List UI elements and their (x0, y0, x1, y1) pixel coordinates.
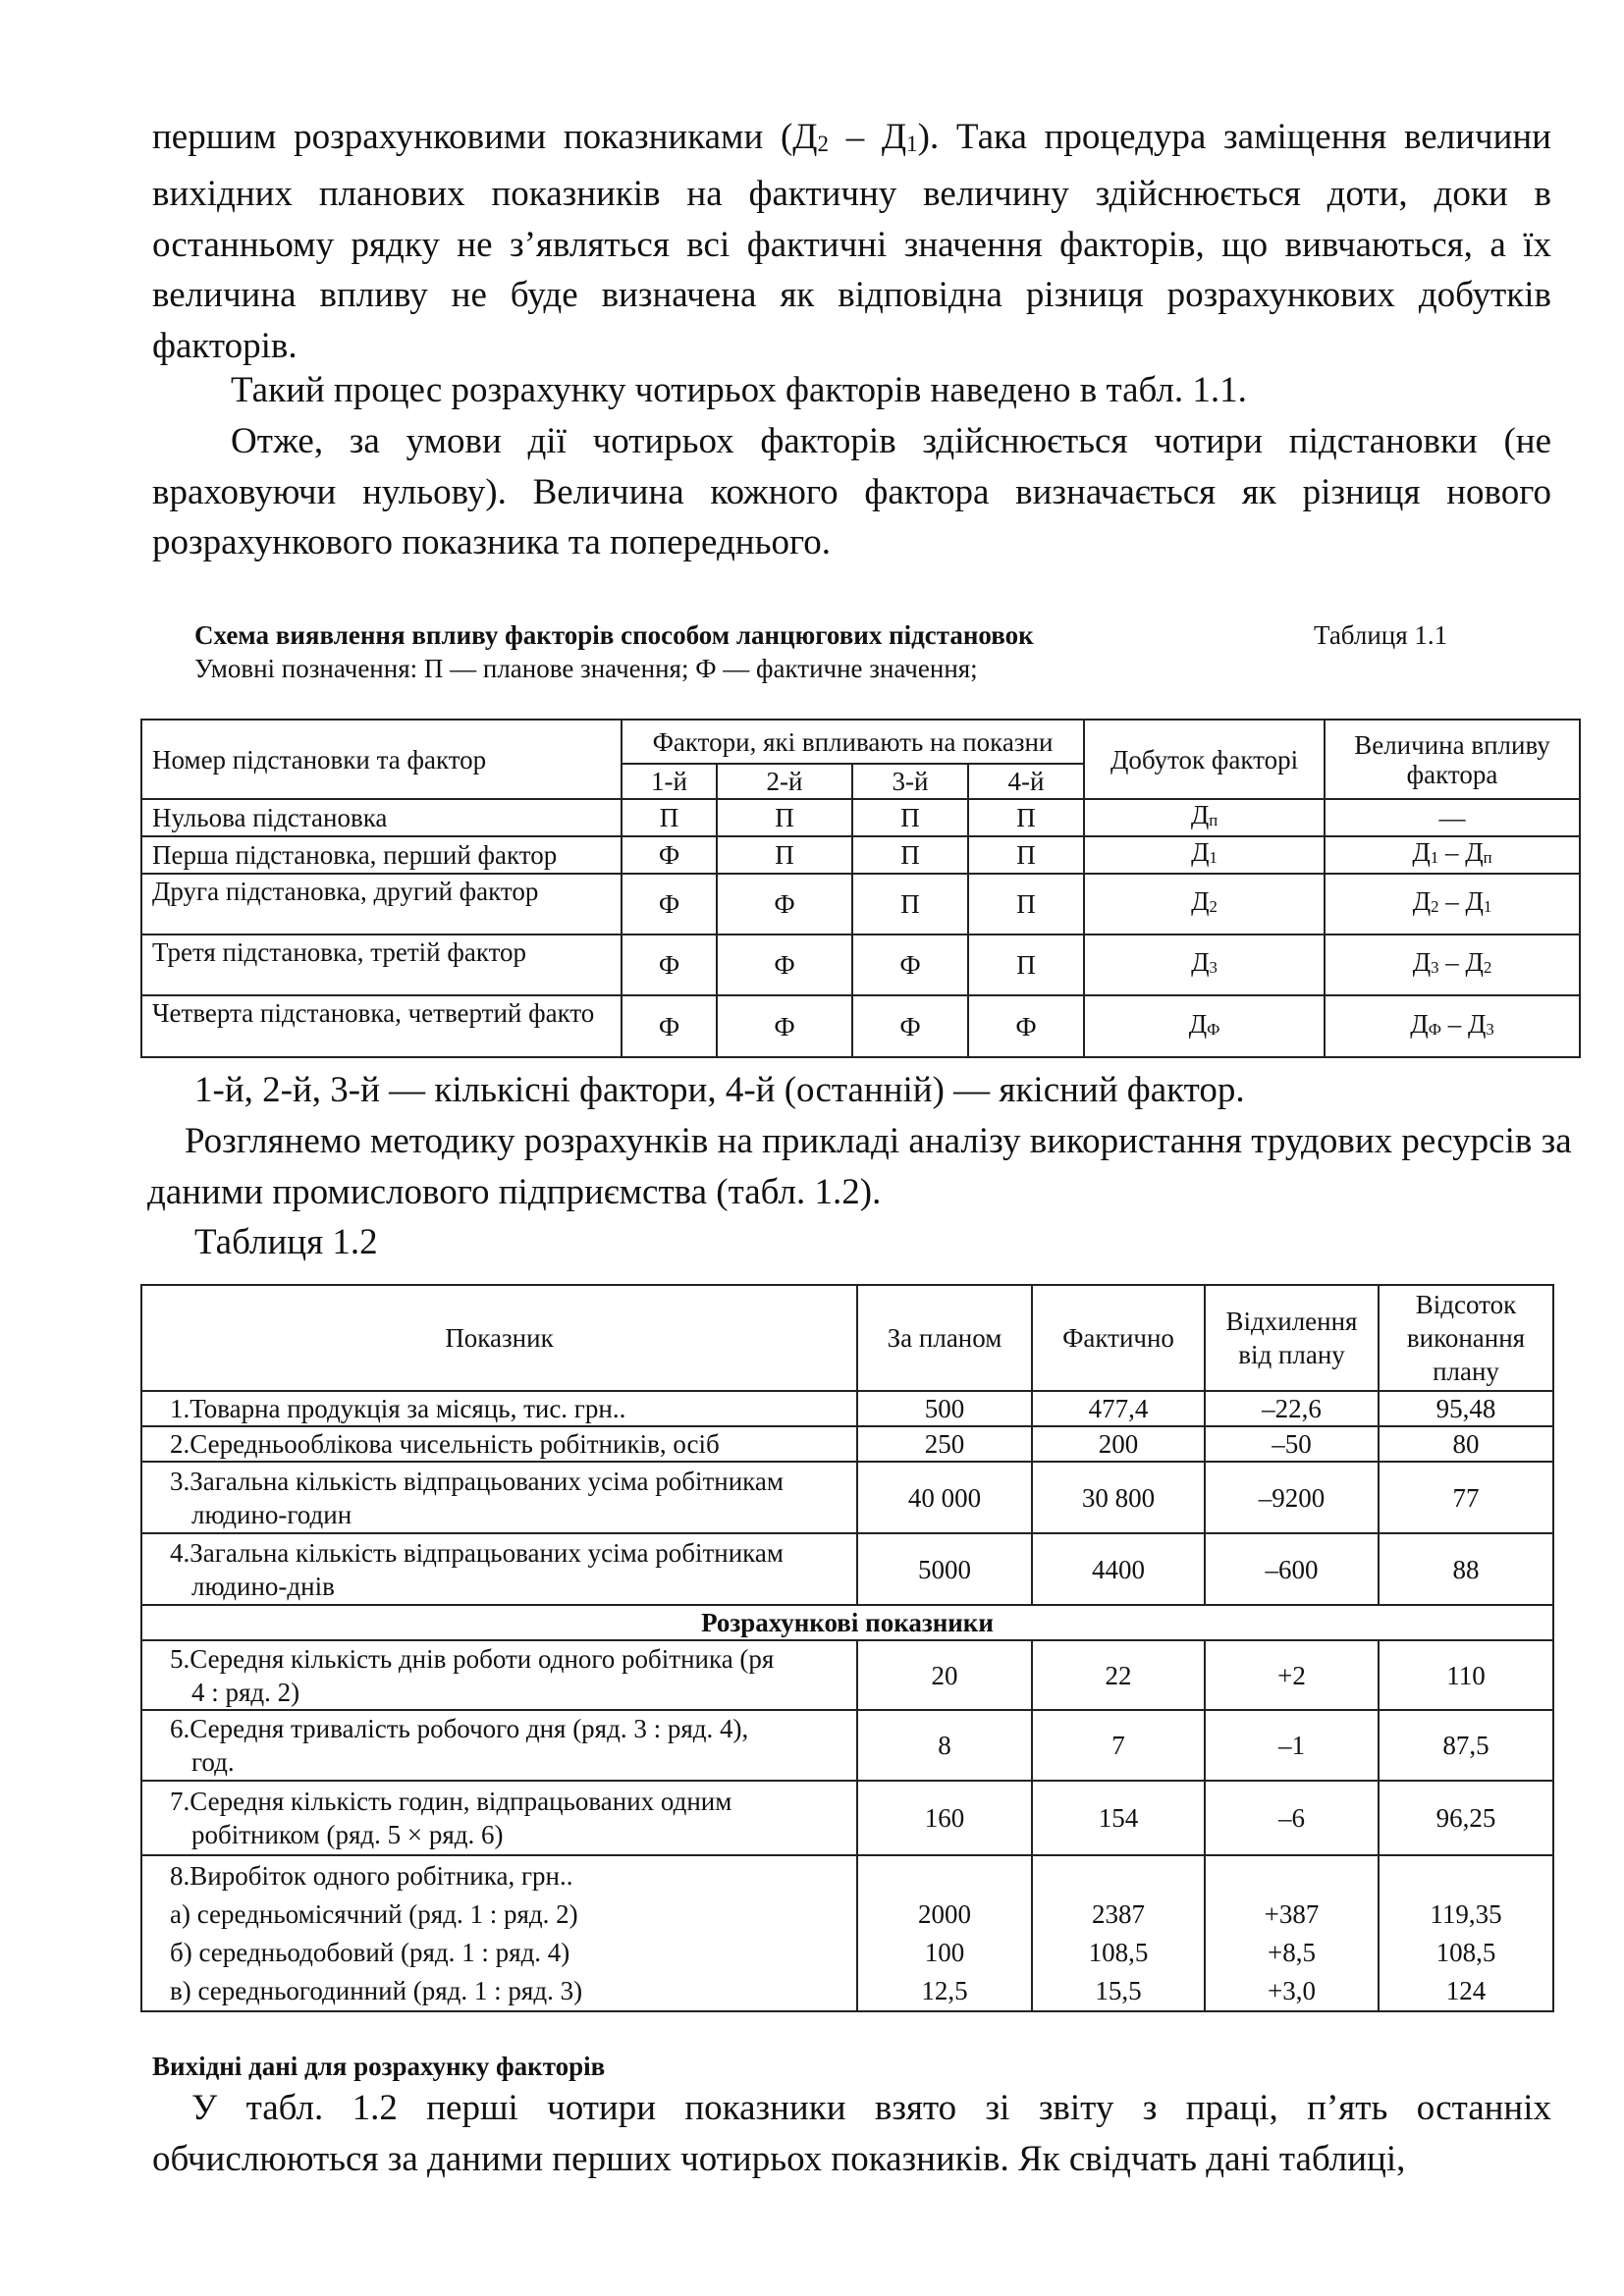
table-row: 7.Середня кількість годин, відпрацьованих одним робітником (ряд. 5 × ряд. 6) 160 154 –6 96,25 (141, 1781, 1553, 1855)
header-factor-2: 2-й (717, 764, 852, 799)
paragraph-method: Розглянемо методику розрахунків на прикладі аналізу використання трудових ресурсів за даними промислового підприємства (табл. 1.2). (147, 1121, 1572, 1212)
header-factor-4: 4-й (968, 764, 1084, 799)
intro-line-4: величина впливу не буде визначена як відповідна різниця розрахункових добутків (152, 275, 1551, 316)
table-row: Четверта підстановка, четвертий факто Ф Ф Ф Ф ДФ ДФ – Д3 (141, 995, 1580, 1057)
table-1-2 (140, 1284, 1554, 2012)
table-row: 5.Середня кількість днів роботи одного робітника (ря 4 : ряд. 2) 20 22 +2 110 (141, 1640, 1553, 1710)
table-1-1 (140, 719, 1581, 1058)
table-row: Нульова підстановка П П П П Дп — (141, 799, 1580, 836)
intro-line-2: вихідних планових показників на фактичну величину здійснюється доти, доки в (152, 174, 1551, 215)
table-row: Третя підстановка, третій фактор Ф Ф Ф П Д3 Д3 – Д2 (141, 934, 1580, 995)
table-row: 1.Товарна продукція за місяць, тис. грн.. 500 477,4 –22,6 95,48 (141, 1391, 1553, 1426)
header-factor-3: 3-й (852, 764, 968, 799)
header-substitution: Номер підстановки та фактор (141, 720, 622, 799)
intro-line-1: першим розрахунковими показниками (Д2 – Д1). Така процедура заміщення величини (152, 117, 1551, 157)
paragraph-source-data: У табл. 1.2 перші чотири показники взято зі звіту з праці, п’ять останніх обчислюються за даними перших чотирьох показників. Як свідчать дані таблиці, (152, 2088, 1551, 2179)
table-row-output: 8.Виробіток одного робітника, грн.. а) середньомісячний (ряд. 1 : ряд. 2) б) середньодобовий (ряд. 1 : ряд. 4) в) середньогодинний (ряд. 1 : ряд. 3) 2000 100 12,5 2387 108,5 15,5 +387 +8,5 +3,0 119,35 108,5 124 (141, 1855, 1553, 2011)
factor-note: 1-й, 2-й, 3-й — кількісні фактори, 4-й (останній) — якісний фактор. (194, 1070, 1245, 1110)
paragraph-table-ref: Такий процес розрахунку чотирьох факторів наведено в табл. 1.1. (231, 370, 1247, 410)
section-row (141, 1605, 1553, 1640)
table-row: 3.Загальна кількість відпрацьованих усіма робітникам людино-годин 40 000 30 800 –9200 77 (141, 1462, 1553, 1533)
intro-paragraph (152, 112, 1551, 371)
paragraph-substitutions: Отже, за умови дії чотирьох факторів здійснюється чотири підстановки (не враховуючи нульову). Величина кожного фактора визначається як різниця нового розрахункового показника та попереднього. (152, 421, 1551, 562)
section-heading: Вихідні дані для розрахунку факторів (152, 2052, 606, 2081)
table-1-2-number: Таблиця 1.2 (194, 1222, 378, 1262)
table-row: Перша підстановка, перший фактор Ф П П П Д1 Д1 – Дп (141, 836, 1580, 874)
table-row: 4.Загальна кількість відпрацьованих усіма робітникам людино-днів 5000 4400 –600 88 (141, 1533, 1553, 1605)
table-row: 2.Середньооблікова чисельність робітників, осіб 250 200 –50 80 (141, 1426, 1553, 1462)
table-1-1-number: Таблиця 1.1 (1314, 620, 1448, 650)
table-row: Друга підстановка, другий фактор Ф Ф П П Д2 Д2 – Д1 (141, 874, 1580, 934)
header-factors-group: Фактори, які впливають на показни (622, 720, 1084, 764)
header-percent: Відсоток виконання плану (1379, 1285, 1553, 1391)
table-row: 6.Середня тривалість робочого дня (ряд. 3 : ряд. 4), год. 8 7 –1 87,5 (141, 1710, 1553, 1781)
section-title: Розрахункові показники (141, 1605, 1553, 1640)
table-1-1-legend: Умовні позначення: П — планове значення; Ф — фактичне значення; (194, 654, 978, 683)
header-influence: Величина впливу фактора (1325, 720, 1580, 799)
table-1-1-title: Схема виявлення впливу факторів способом ланцюгових підстановок (194, 620, 1034, 650)
header-plan: За планом (857, 1285, 1032, 1391)
header-actual: Фактично (1032, 1285, 1205, 1391)
header-factor-1: 1-й (622, 764, 717, 799)
intro-line-5: факторів. (152, 325, 298, 366)
header-product: Добуток факторі (1084, 720, 1325, 799)
header-indicator: Показник (141, 1285, 857, 1391)
header-deviation: Відхилення від плану (1205, 1285, 1379, 1391)
intro-line-3: останньому рядку не з’являться всі фактичні значення факторів, що вивчаються, а їх (152, 224, 1551, 265)
